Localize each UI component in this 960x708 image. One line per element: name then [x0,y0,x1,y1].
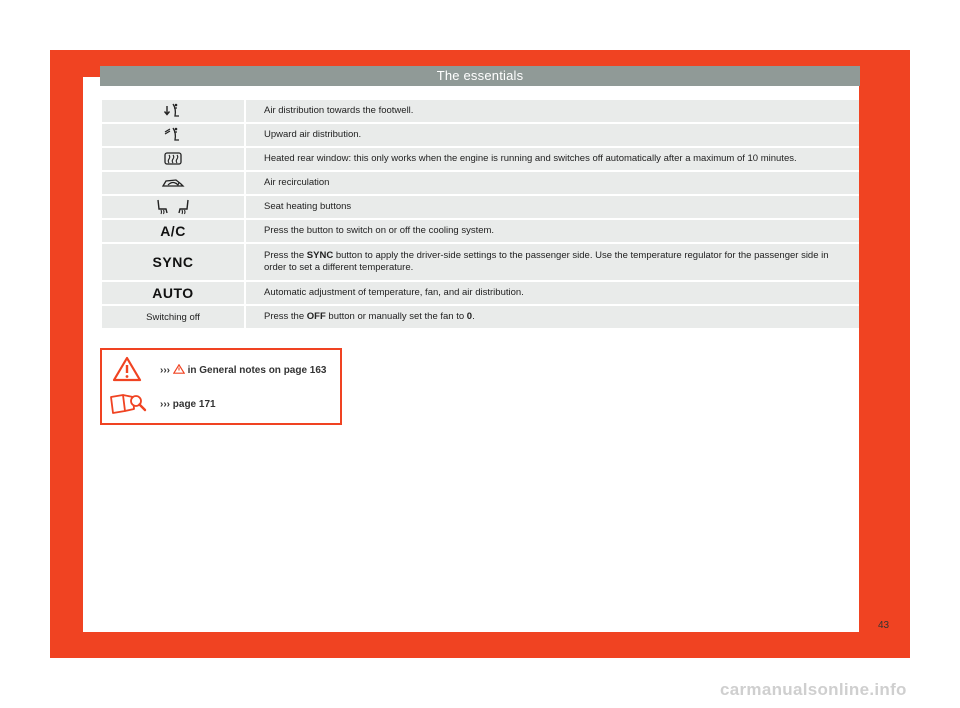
row-description: Upward air distribution. [264,129,362,140]
table-row [102,244,859,280]
table-row [102,172,859,194]
sync-button-label: SYNC [152,254,194,270]
warning-reference[interactable] [160,364,327,376]
watermark: carmanualsonline.info [720,680,907,699]
row-icon-cell [102,172,246,194]
row-icon-cell [102,148,246,170]
table-row [102,124,859,146]
row-description: Press the button to switch on or off the cooling system. [264,225,495,236]
book-magnifier-icon [108,391,148,417]
table-row [102,148,859,170]
table-row [102,196,859,218]
row-description: Air recirculation [264,177,330,188]
row-icon-cell [102,196,246,218]
zero-keyword: 0 [466,311,473,322]
row-icon-cell [102,124,246,146]
book-reference-text: page 171 [172,399,216,410]
footwell-air-icon [163,103,183,119]
row-icon-cell [102,220,246,242]
row-description: Seat heating buttons [264,201,352,212]
row-icon-cell [102,282,246,304]
table-row [102,100,859,122]
auto-button-label: AUTO [152,285,194,301]
text-fragment: Press the [264,250,305,261]
off-keyword: OFF [306,311,326,322]
table-row [102,220,859,242]
rear-defrost-icon [163,151,183,167]
row-description: Automatic adjustment of temperature, fan, and air distribution. [264,287,524,298]
reference-arrows: ››› [160,365,170,376]
switching-off-label: Switching off [146,311,200,323]
recirculation-icon [161,176,185,190]
reference-arrows: ››› [160,399,170,410]
row-description [246,250,859,274]
row-description: Heated rear window: this only works when the engine is running and switches off automatically after a maximum of 10 minutes. [264,153,797,164]
row-description: Air distribution towards the footwell. [264,105,414,116]
section-header [100,66,860,86]
text-fragment: Press the [264,311,305,322]
section-title: The essentials [436,68,524,83]
reference-notes-box [100,348,342,425]
seat-heating-icon [155,199,191,215]
row-icon-cell [102,244,246,280]
warning-reference-text: in General notes on page 163 [187,365,327,376]
text-fragment: button or manually set the fan to [328,311,465,322]
ac-button-label: A/C [160,223,186,239]
controls-table [102,100,859,330]
text-fragment: . [472,311,475,322]
text-fragment: button to apply the driver-side settings to the passenger side. Use the temperature regulator for the passenger side in order to set a different temperature. [264,250,829,273]
row-label-cell [102,306,246,328]
table-row [102,282,859,304]
sync-keyword: SYNC [306,250,334,261]
table-row [102,306,859,328]
book-reference[interactable] [160,399,216,410]
row-description [246,311,487,323]
small-warning-icon [173,364,185,374]
row-icon-cell [102,100,246,122]
upward-air-icon [163,127,183,143]
warning-triangle-icon [112,356,142,382]
page-number: 43 [878,620,890,631]
